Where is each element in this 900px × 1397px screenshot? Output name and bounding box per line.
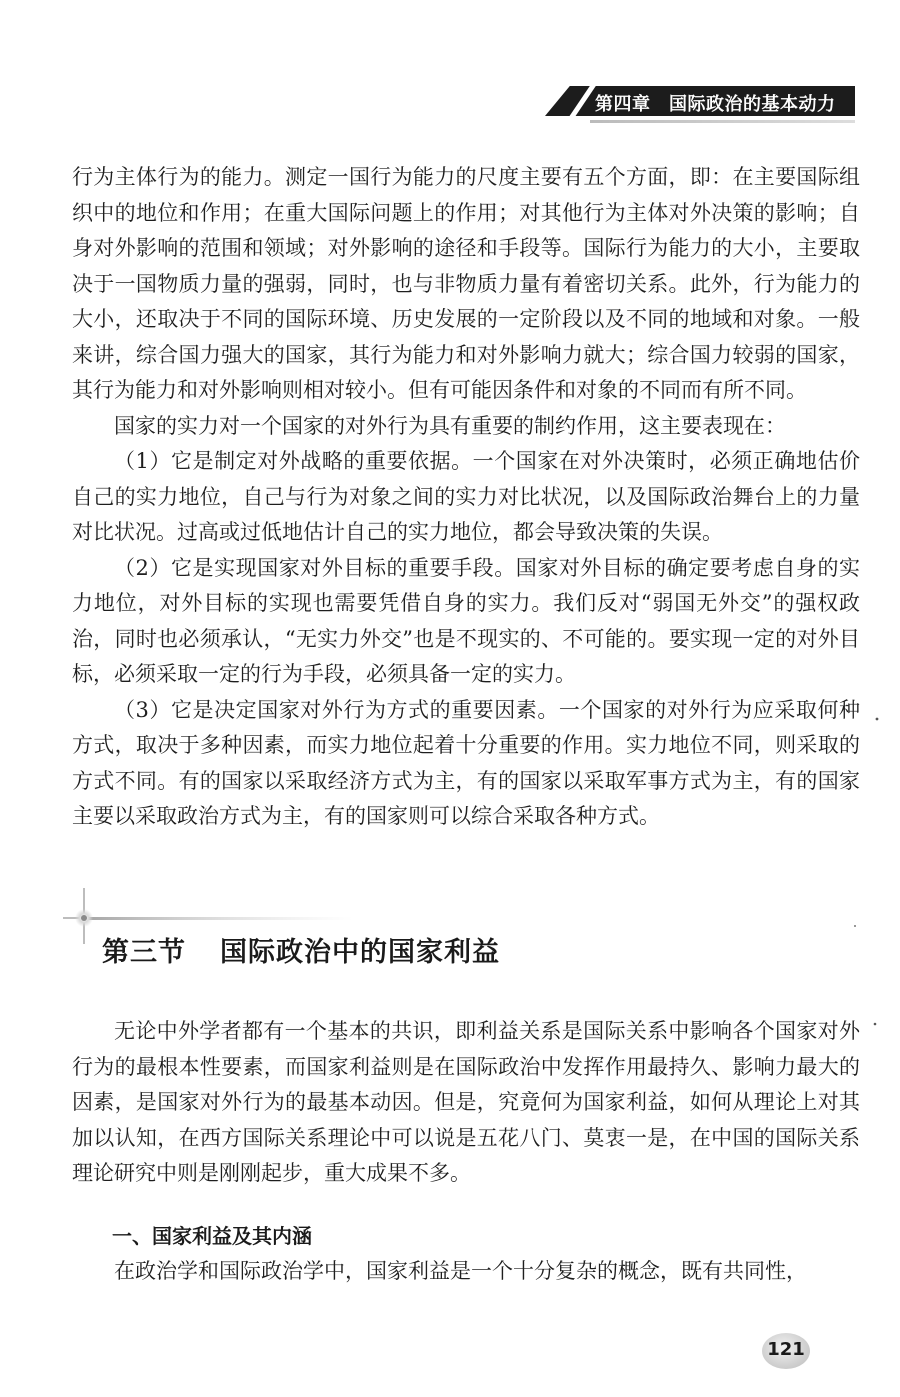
header-rule <box>590 120 855 123</box>
running-header <box>545 86 855 120</box>
paragraph-point-1: （1）它是制定对外战略的重要依据。一个国家在对外决策时，必须正确地估价自己的实力地位，自己与行为对象之间的实力对比状况，以及国际政治舞台上的力量对比状况。过高或过低地估计自己的实力地位，都会导致决策的失误。 <box>72 449 860 544</box>
section-title <box>102 930 500 969</box>
chapter-title: 第四章 国际政治的基本动力 <box>595 94 836 115</box>
page-number-badge <box>762 1333 810 1369</box>
paragraph: 国家的实力对一个国家的对外行为具有重要的制约作用，这主要表现在： <box>114 413 786 438</box>
page-number: 121 <box>767 1339 805 1360</box>
section-number: 第三节 <box>102 937 186 968</box>
body-text-subsection <box>72 1254 860 1290</box>
section-name: 国际政治中的国家利益 <box>220 937 500 968</box>
paragraph-point-2: （2）它是实现国家对外目标的重要手段。国家对外目标的确定要考虑自身的实力地位，对外目标的实现也需要凭借自身的实力。我们反对“弱国无外交”的强权政治，同时也必须承认，“无实力外交”也是不现实的、不可能的。要实现一定的对外目标，必须采取一定的行为手段，必须具备一定的实力。 <box>72 555 860 686</box>
body-text-top <box>72 160 860 835</box>
body-text-section <box>72 1014 860 1192</box>
paragraph: 在政治学和国际政治学中，国家利益是一个十分复杂的概念，既有共同性， <box>114 1259 807 1283</box>
paragraph: 无论中外学者都有一个基本的共识，即利益关系是国际关系中影响各个国家对外行为的最根本性要素，而国家利益则是在国际政治中发挥作用最持久、影响力最大的因素，是国家对外行为的最基本动因。但是，究竟何为国家利益，如何从理论上对其加以认知，在西方国际关系理论中可以说是五花八门、莫衷一是，在中国的国际关系理论研究中则是刚刚起步，重大成果不多。 <box>72 1019 860 1185</box>
subsection-heading: 一、国家利益及其内涵 <box>112 1224 312 1248</box>
paragraph-continued: 行为主体行为的能力。测定一国行为能力的尺度主要有五个方面，即：在主要国际组织中的地位和作用；在重大国际问题上的作用；对其他行为主体对外决策的影响；自身对外影响的范围和领域；对外影响的途径和手段等。国际行为能力的大小，主要取决于一国物质力量的强弱，同时，也与非物质力量有着密切关系。此外，行为能力的大小，还取决于不同的国际环境、历史发展的一定阶段以及不同的地域和对象。一般来讲，综合国力强大的国家，其行为能力和对外影响力就大；综合国力较弱的国家，其行为能力和对外影响则相对较小。但有可能因条件和对象的不同而有所不同。 <box>72 165 860 402</box>
paragraph-point-3: （3）它是决定国家对外行为方式的重要因素。一个国家的对外行为应采取何种方式，取决于多种因素，而实力地位起着十分重要的作用。实力地位不同，则采取的方式不同。有的国家以采取经济方式为主，有的国家以采取军事方式为主，有的国家主要以采取政治方式为主，有的国家则可以综合采取各种方式。 <box>72 697 860 828</box>
